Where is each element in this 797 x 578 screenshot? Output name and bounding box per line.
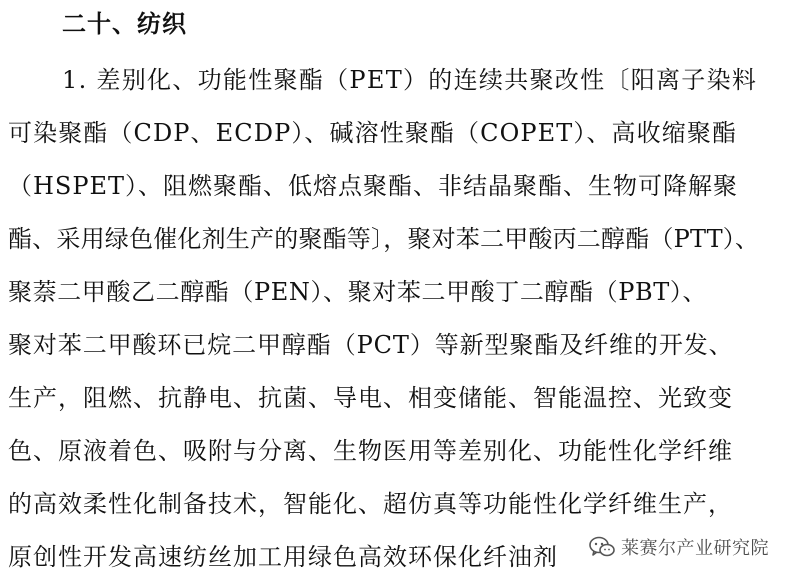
paragraph-line-6: 聚对苯二甲酸环已烷二甲醇酯（PCT）等新型聚酯及纤维的开发、 (8, 331, 734, 359)
paragraph-line-1: 1. 差别化、功能性聚酯（PET）的连续共聚改性〔阳离子染料 (62, 66, 758, 94)
paragraph-line-5: 聚萘二甲酸乙二醇酯（PEN）、聚对苯二甲酸丁二醇酯（PBT）、 (8, 278, 708, 306)
watermark (585, 532, 773, 562)
paragraph-line-7: 生产，阻燃、抗静电、抗菌、导电、相变储能、智能温控、光致变 (8, 384, 733, 412)
watermark-text: 莱赛尔产业研究院 (621, 538, 769, 559)
paragraph-line-8: 色、原液着色、吸附与分离、生物医用等差别化、功能性化学纤维 (8, 437, 733, 465)
paragraph-line-10: 原创性开发高速纺丝加工用绿色高效环保化纤油剂 (8, 543, 558, 571)
paragraph-line-4: 酯、采用绿色催化剂生产的聚酯等〕，聚对苯二甲酸丙二醇酯（PTT）、 (8, 225, 760, 253)
paragraph-line-2: 可染聚酯（CDP、ECDP）、碱溶性聚酯（COPET）、高收缩聚酯 (8, 119, 738, 147)
wechat-icon (589, 536, 615, 558)
section-heading: 二十、纺织 (62, 9, 187, 38)
paragraph-line-9: 的高效柔性化制备技术，智能化、超仿真等功能性化学纤维生产， (8, 490, 733, 518)
paragraph-line-3: （HSPET）、阻燃聚酯、低熔点聚酯、非结晶聚酯、生物可降解聚 (8, 172, 739, 200)
